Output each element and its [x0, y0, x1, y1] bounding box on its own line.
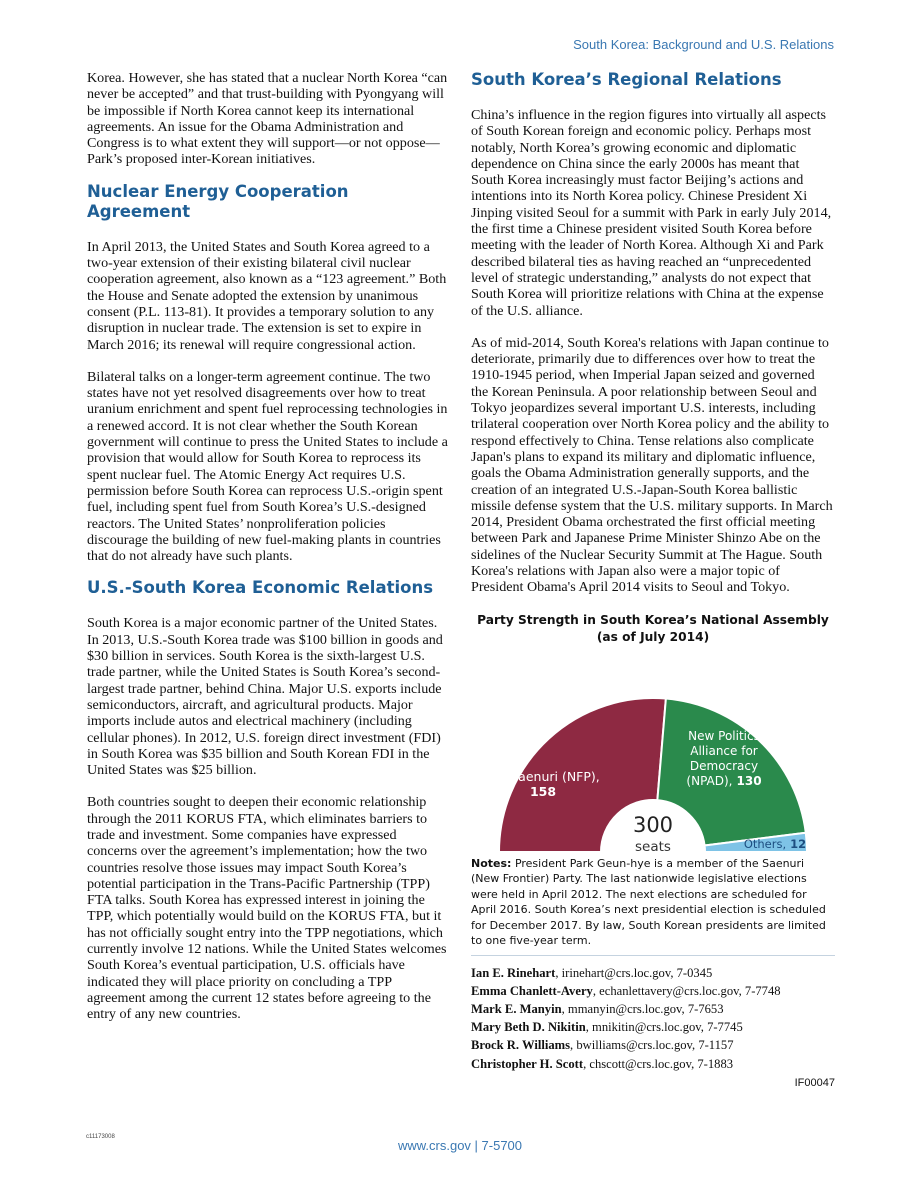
author-name: Mark E. Manyin — [471, 1002, 562, 1017]
author-name: Ian E. Rinehart — [471, 965, 556, 980]
slice-value: 12 — [790, 836, 807, 851]
right-column — [471, 70, 835, 1091]
author-contact: , mmanyin@crs.loc.gov, 7-7653 — [561, 1002, 724, 1017]
report-id: IF00047 — [794, 1076, 835, 1089]
author-entry — [471, 1000, 835, 1018]
author-contact: , bwilliams@crs.loc.gov, 7-1157 — [570, 1038, 734, 1053]
nuclear-paragraph: In April 2013, the United States and South Korea agreed to a two-year extension of their existing bilateral civil nuclear cooperation agreement, also known as a “123 agreement.” Both the House and Senate adopted the extension by unanimous consent (P.L. 113-81). It provides a temporary solution to any disruption in nuclear trade. The extension is set to expire in March 2016; its renewal will require congressional action. — [87, 238, 447, 353]
slice-label-1 — [686, 729, 761, 788]
economic-paragraph: Both countries sought to deepen their economic relationship through the 2011 KORUS FTA, which eliminates barriers to trade and investment. Some companies have expressed concerns over the agreement’s implementation; how the two countries resolve those issues may impact South Korea’s potential participation in the Trans-Pacific Partnership (TPP) FTA talks. South Korea has expressed interest in joining the TPP, which potentially would build on the KORUS FTA, but it has not officially sought entry into the TPP negotiations, which currently involve 12 nations. While the United States welcomes South Korea’s eventual participation, U.S. officials have indicated they will place priority on concluding a TPP agreement among the current 12 states before agreeing to the entry of any new countries. — [87, 794, 447, 1023]
figure-title — [471, 612, 835, 646]
document-code: c11173008 — [86, 1134, 115, 1140]
party-strength-figure — [471, 612, 835, 949]
slice-value: 130 — [736, 773, 762, 788]
slice-label-name: New Politics — [688, 728, 760, 743]
regional-paragraph: As of mid-2014, South Korea's relations with Japan continue to deteriorate, primarily due to differences over how to treat the 1910-1945 period, when Imperial Japan seized and governed the Korean Peninsula. A poor relationship between Seoul and Tokyo jeopardizes several important U.S. interests, including trilateral cooperation over North Korea policy and the ability to respond effectively to China. Tense relations also complicate Japan's plans to expand its military and diplomatic influence, goals the Obama Administration generally supports, and the creation of an integrated U.S.-Japan-South Korea ballistic missile defense system that the U.S. military supports. In March 2014, President Obama orchestrated the first official meeting between Park and Japanese Prime Minister Shinzo Abe on the sidelines of the Nuclear Security Summit at The Hague. South Korea's relations with Japan also were a major topic of President Obama's April 2014 visits to Seoul and Tokyo. — [471, 334, 833, 596]
author-contact: , echanlettavery@crs.loc.gov, 7-7748 — [592, 983, 781, 998]
center-value: 300 — [632, 812, 674, 837]
author-contact: , irinehart@crs.loc.gov, 7-0345 — [555, 965, 713, 980]
notes-label: Notes: — [471, 856, 512, 870]
economic-paragraph: South Korea is a major economic partner of the United States. In 2013, U.S.-South Korea trade was $100 billion in goods and $30 billion in services. South Korea is the sixth-largest U.S. trade partner, while the United States is South Korea’s second-largest trade partner, behind China. Major U.S. exports include semiconductors, aircraft, and agricultural products. Major imports include autos and electrical machinery (including cellular phones). In 2012, U.S. foreign direct investment (FDI) in South Korea was $35 billion and South Korean FDI in the United States was $25 billion. — [87, 615, 443, 779]
nuclear-section-heading: Nuclear Energy Cooperation Agreement — [87, 181, 349, 221]
slice-label-name: Democracy — [689, 758, 759, 773]
author-entry — [471, 982, 835, 1000]
slice-label-name: Others, — [743, 836, 787, 851]
slice-label-name: Saenuri (NFP), — [510, 768, 600, 784]
intro-paragraph: Korea. However, she has stated that a nuclear North Korea “can never be accepted” and that trust-building with Pyongyang will be impossible if North Korea cannot keep its international agreements. An issue for the Obama Administration and Congress is to what extent they will support—or not oppose—Park’s proposed inter-Korean initiatives. — [87, 70, 448, 168]
author-name: Emma Chanlett-Avery — [471, 983, 593, 998]
author-contact: , chscott@crs.loc.gov, 7-1883 — [583, 1056, 734, 1071]
economic-section-heading: U.S.-South Korea Economic Relations — [87, 578, 434, 598]
party-strength-chart — [471, 652, 835, 854]
slice-label-name: Alliance for — [690, 743, 758, 758]
author-entry — [471, 1036, 835, 1054]
figure-title-line: (as of July 2014) — [596, 629, 710, 644]
notes-text: President Park Geun-hye is a member of the Saenuri (New Frontier) Party. The last nationwide legislative elections were held in April 2012. The next elections are scheduled for April 2016. South Korea’s next presidential election is scheduled for December 2017. By law, South Korean presidents are limited to one five-year term. — [471, 856, 826, 948]
author-contact: , mnikitin@crs.loc.gov, 7-7745 — [585, 1020, 743, 1035]
author-name: Brock R. Williams — [471, 1038, 571, 1053]
nuclear-paragraph: Bilateral talks on a longer-term agreement continue. The two states have not yet resolved disagreements over how to treat uranium enrichment and spent fuel reprocessing technologies in a renewed accord. It is not clear whether the South Korean government will continue to press the United States to include a provision that would allow for South Korea to reprocess its spent nuclear fuel. The Atomic Energy Act requires U.S. permission before South Korea can reprocess U.S.-origin spent fuel, including spent fuel from South Korea’s U.S.-designed reactors. The United States’ nonproliferation policies discourage the building of new fuel-making plants in countries that do not already have such plants. — [87, 368, 448, 565]
center-unit: seats — [635, 838, 671, 854]
left-column — [87, 70, 449, 1039]
author-entry — [471, 1018, 835, 1036]
slice-value: 158 — [529, 783, 557, 799]
regional-section-heading: South Korea’s Regional Relations — [471, 70, 782, 89]
author-entry — [471, 964, 835, 982]
running-header: South Korea: Background and U.S. Relations — [573, 37, 834, 52]
figure-title-line: Party Strength in South Korea’s National Assembly — [477, 612, 829, 627]
author-name: Mary Beth D. Nikitin — [471, 1020, 586, 1035]
slice-label-name: (NPAD), — [686, 773, 733, 788]
author-list — [471, 964, 835, 1073]
author-name: Christopher H. Scott — [471, 1056, 584, 1071]
page-footer: www.crs.gov | 7-5700 — [397, 1138, 523, 1153]
figure-notes — [471, 856, 835, 949]
author-entry — [471, 1055, 835, 1073]
divider — [471, 955, 835, 956]
slice-label-2 — [744, 837, 806, 851]
regional-paragraph: China’s influence in the region figures into virtually all aspects of South Korean foreign and economic policy. Perhaps most notably, North Korea’s growing economic and diplomatic dependence on China since the early 2000s has meant that South Korea increasingly must factor Beijing’s actions and intentions into its North Korea policy. Chinese President Xi Jinping visited Seoul for a summit with Park in early July 2014, the first time a Chinese president visited South Korea before meeting with the leader of North Korea. Although Xi and Park described bilateral ties as having reached an “unprecedented level of strategic understanding,” analysts do not expect that South Korea will prioritize relations with China at the expense of the U.S. alliance. — [471, 107, 832, 319]
